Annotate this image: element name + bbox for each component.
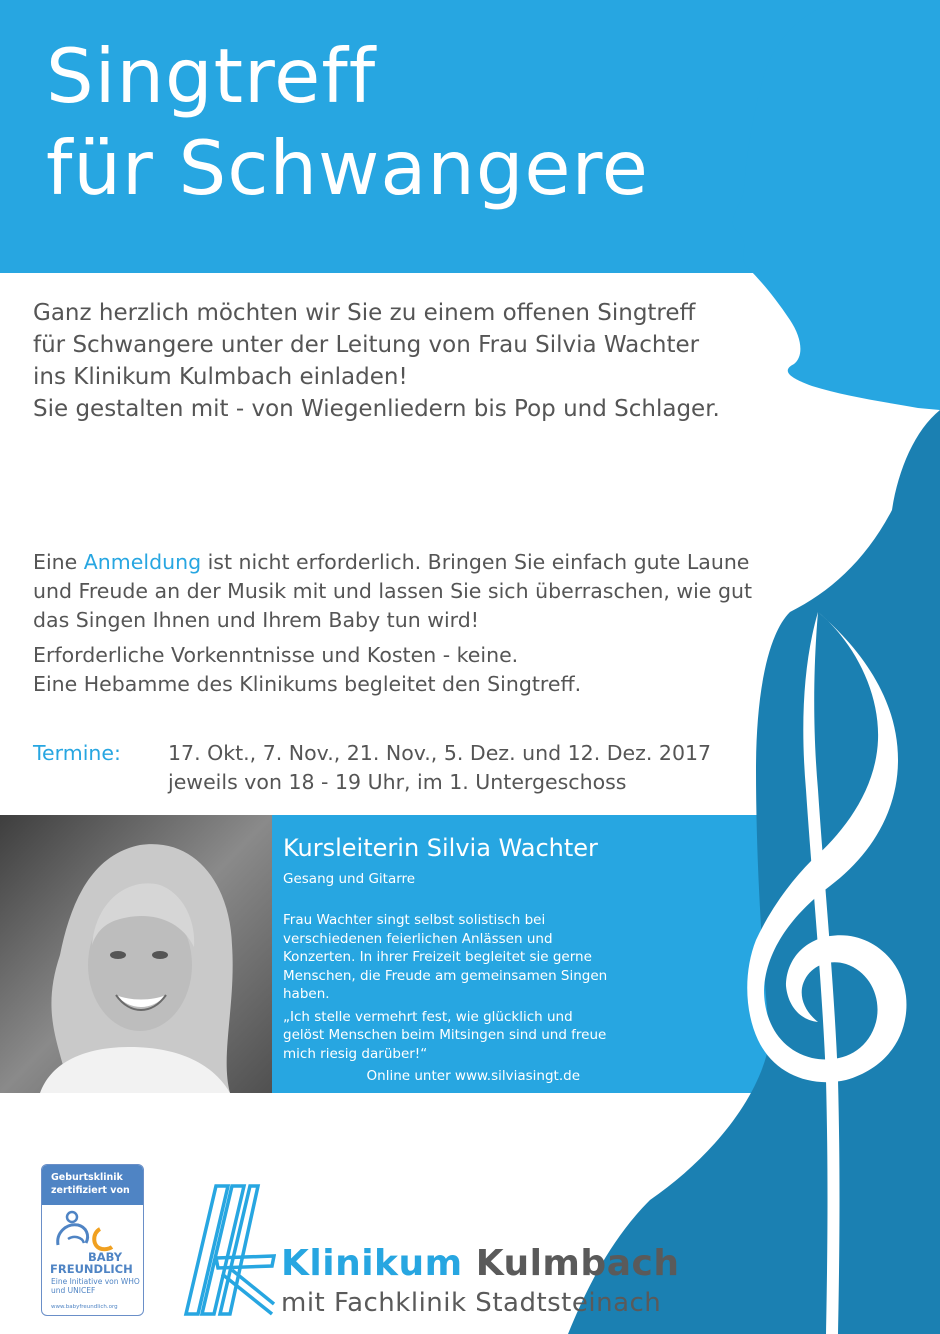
- baby-friendly-badge: [41, 1164, 144, 1316]
- title-line-2: für Schwangere: [46, 124, 649, 212]
- instructor-quote: „Ich stelle vermehrt fest, wie glücklich und gelöst Menschen beim Mitsingen sind und freue mich riesig darüber!“: [283, 1008, 607, 1062]
- badge-sub-line: Eine Initiative von WHO: [51, 1277, 140, 1286]
- instructor-role: Gesang und Gitarre: [283, 871, 416, 887]
- badge-brand-line: BABY: [88, 1250, 123, 1264]
- badge-sub-line: und UNICEF: [51, 1286, 96, 1295]
- dates-line: 17. Okt., 7. Nov., 21. Nov., 5. Dez. und 12. Dez. 2017: [168, 741, 712, 765]
- klinikum-logo-icon: [172, 1178, 276, 1318]
- hospital-name-part: Klinikum: [281, 1243, 463, 1284]
- info-line: [33, 548, 783, 577]
- badge-head-line: zertifiziert von: [51, 1185, 130, 1196]
- instructor-name: Kursleiterin Silvia Wachter: [283, 834, 598, 862]
- dates-label: Termine:: [33, 741, 121, 765]
- hospital-name-part: Kulmbach: [475, 1243, 680, 1284]
- intro-line: Sie gestalten mit - von Wiegenliedern bis Pop und Schlager.: [33, 396, 720, 422]
- instructor-photo: [0, 815, 272, 1093]
- info-text: ist nicht erforderlich. Bringen Sie einfach gute Laune: [201, 550, 750, 574]
- badge-brand-line: FREUNDLICH: [50, 1262, 133, 1276]
- intro-line: für Schwangere unter der Leitung von Frau Silvia Wachter: [33, 332, 700, 358]
- info-paragraph: [33, 548, 783, 699]
- badge-header: [42, 1165, 143, 1205]
- info-text: Eine: [33, 550, 84, 574]
- info-line: Erforderliche Vorkenntnisse und Kosten - keine.: [33, 643, 519, 667]
- portrait-image: [0, 815, 272, 1093]
- badge-brand: [50, 1251, 133, 1275]
- info-line: das Singen Ihnen und Ihrem Baby tun wird!: [33, 608, 479, 632]
- intro-line: Ganz herzlich möchten wir Sie zu einem offenen Singtreff: [33, 300, 696, 326]
- page-title: [46, 30, 649, 214]
- intro-line: ins Klinikum Kulmbach einladen!: [33, 364, 408, 390]
- intro-paragraph: [33, 297, 773, 425]
- badge-url: www.babyfreundlich.org: [51, 1304, 118, 1310]
- info-line: Eine Hebamme des Klinikums begleitet den Singtreff.: [33, 672, 582, 696]
- dates-list: [168, 739, 711, 797]
- badge-subtitle: [51, 1277, 140, 1295]
- instructor-website: Online unter www.silviasingt.de: [366, 1068, 580, 1084]
- registration-highlight: Anmeldung: [83, 550, 202, 574]
- badge-head-line: Geburtsklinik: [51, 1172, 123, 1183]
- dates-line: jeweils von 18 - 19 Uhr, im 1. Untergeschoss: [168, 770, 627, 794]
- info-line: und Freude an der Musik mit und lassen Sie sich überraschen, wie gut: [33, 579, 752, 603]
- hospital-name: [281, 1242, 679, 1286]
- instructor-description: Frau Wachter singt selbst solistisch bei verschiedenen feierlichen Anlässen und Konzerten. In ihrer Freizeit begleitet sie gerne Menschen, die Freude am gemeinsamen Singen haben.: [283, 912, 608, 1002]
- hospital-subtitle: mit Fachklinik Stadtsteinach: [281, 1288, 662, 1318]
- instructor-bio: [283, 831, 623, 1085]
- mother-baby-icon: [52, 1209, 136, 1253]
- title-line-1: Singtreff: [46, 32, 377, 120]
